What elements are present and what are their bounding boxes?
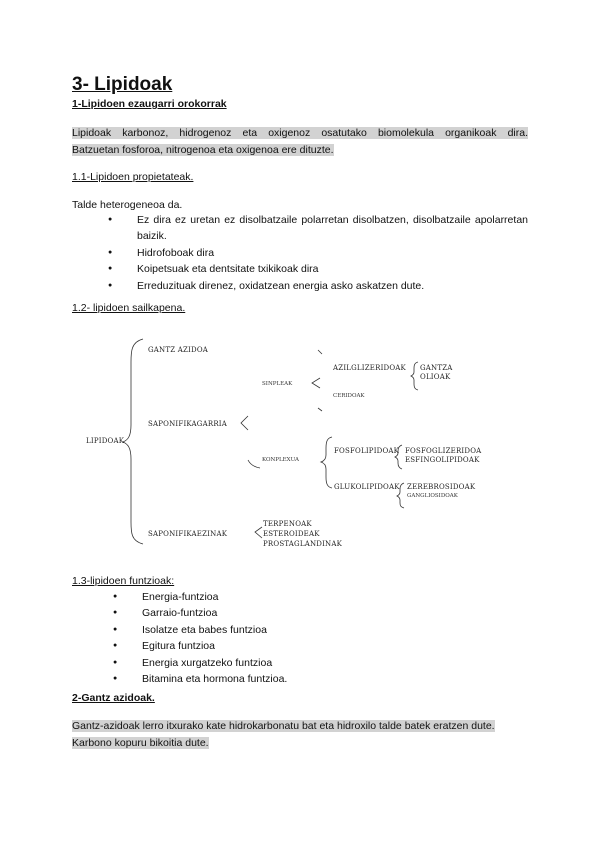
list-item: ● Energia-funtzioa <box>113 589 513 605</box>
list-item: ● Energia xurgatzeko funtzioa <box>113 655 513 671</box>
section-1-1-heading: 1.1-Lipidoen propietateak. <box>72 171 194 183</box>
list-item: ● Hidrofoboak dira <box>108 245 528 261</box>
sinpleak-bracket <box>312 378 320 388</box>
diagram-olioak: OLIOAK <box>420 373 451 381</box>
section-1-heading: 1-Lipidoen ezaugarri orokorrak <box>72 98 227 110</box>
azilglizeridoak-brace <box>411 362 418 390</box>
section-2-text <box>72 718 530 752</box>
list-item: ● Bitamina eta hormona funtzioa. <box>113 671 513 687</box>
diagram-ceridoak: CERIDOAK <box>333 393 365 399</box>
list-item: ● Erreduzituak direnez, oxidatzean energia asko askatzen dute. <box>108 278 528 294</box>
diagram-gantz-azidoa: GANTZ AZIDOA <box>148 346 209 354</box>
diagram-zerebrosidoak: ZEREBROSIDOAK <box>407 483 476 491</box>
saponifikagarria-bracket <box>241 416 248 430</box>
list-item: ● Garraio-funtzioa <box>113 605 513 621</box>
diagram-sinpleak: SINPLEAK <box>262 381 293 387</box>
section-2-line-1: Gantz-azidoak lerro itxurako kate hidrokarbonatu bat eta hidroxilo talde batek eratzen dute. <box>72 720 495 732</box>
saponifikaezinak-bracket <box>255 527 262 538</box>
list-item: ● Koipetsuak eta dentsitate txikikoak dira <box>108 261 528 277</box>
intro-line-2: Batzuetan fosforoa, nitrogenoa eta oxigenoa ere dituzte. <box>72 144 334 156</box>
diagram-gantza: GANTZA <box>420 364 453 372</box>
section-1-3-heading: 1.3-lipidoen funtzioak: <box>72 575 175 587</box>
section-1-1-lead: Talde heterogeneoa da. <box>72 199 183 211</box>
section-2-line-2: Karbono kopuru bikoitia dute. <box>72 737 209 749</box>
functions-list <box>113 589 513 687</box>
list-item: ● Isolatze eta babes funtzioa <box>113 622 513 638</box>
page-title: 3- Lipidoak <box>72 74 173 95</box>
diagram-fosfolipidoak: FOSFOLIPIDOAK <box>334 447 400 455</box>
section-2-heading: 2-Gantz azidoak. <box>72 692 155 704</box>
diagram-root: LIPIDOAK <box>86 437 125 445</box>
diagram-saponifikagarria: SAPONIFIKAGARRIA <box>148 420 228 428</box>
section-1-2-heading: 1.2- lipidoen sailkapena. <box>72 302 186 314</box>
diagram-prostaglandinak: PROSTAGLANDINAK <box>263 540 343 548</box>
main-brace <box>123 339 143 544</box>
list-item: ● Ez dira ez uretan ez disolbatzaile polarretan disolbatzen, disolbatzaile apolarretan baizik. <box>108 212 528 245</box>
intro-line-1: Lipidoak karbonoz, hidrogenoz eta oxigenoz osatutako biomolekula organikoak dira. <box>72 127 528 139</box>
diagram-glukolipidoak: GLUKOLIPIDOAK <box>334 483 400 491</box>
diagram-esfingolipidoak: ESFINGOLIPIDOAK <box>405 456 480 464</box>
list-item: ● Egitura funtzioa <box>113 638 513 654</box>
konplexuak-brace <box>321 437 332 488</box>
diagram-fosfoglizeridoa: FOSFOGLIZERIDOA <box>405 447 482 455</box>
diagram-konplexuak: KONPLEXUA <box>262 457 300 463</box>
diagram-gangliosidoak: GANGLIOSIDOAK <box>407 493 458 499</box>
diagram-terpenoak: TERPENOAK <box>263 520 312 528</box>
diagram-azilglizeridoak: AZILGLIZERIDOAK <box>333 364 406 372</box>
diagram-esteroideak: ESTEROIDEAK <box>263 530 320 538</box>
diagram-saponifikaezinak: SAPONIFIKAEZINAK <box>148 530 228 538</box>
